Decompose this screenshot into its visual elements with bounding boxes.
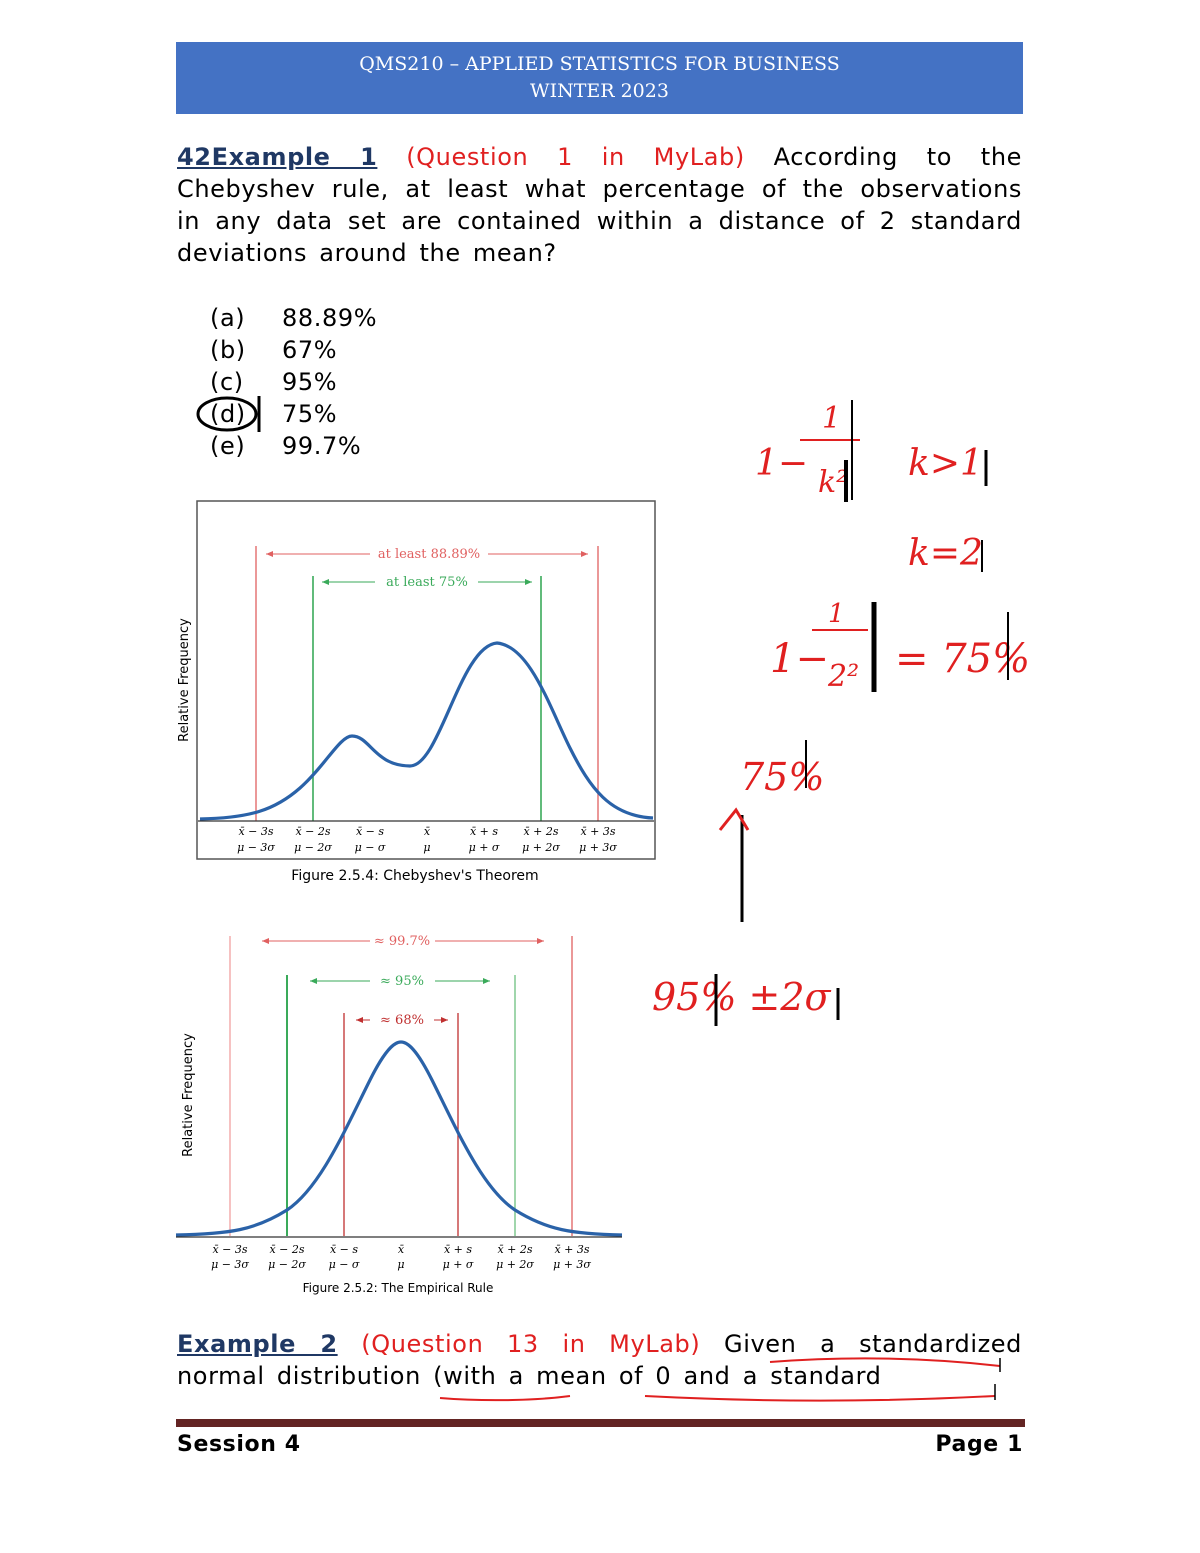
tick-label: x̄ − 3s (238, 825, 274, 838)
example1-question-text: According to the Chebyshev rule, at least what percentage of the observations in any data set are contained within a distance of 2 standard deviations around the mean? (177, 143, 1022, 267)
note-k-greater-1: k>1 (908, 443, 983, 484)
note-equals-75: = 75% (895, 636, 1031, 682)
tick-label: μ − 2σ (268, 1258, 306, 1271)
empirical-rule-figure (170, 930, 630, 1300)
arrow-outer-label: ≈ 99.7% (373, 934, 431, 949)
note-numerator-2: 1 (828, 599, 845, 629)
chebyshev-figure (170, 498, 670, 893)
option-label: (c) (210, 368, 244, 396)
example2-heading: Example 2 (177, 1330, 338, 1358)
tick-label: x̄ − 3s (212, 1243, 248, 1256)
tick-label: μ + 3σ (579, 841, 617, 854)
arrow-head (356, 1017, 363, 1023)
arrow-inner-label: ≈ 68% (380, 1013, 424, 1028)
arrow-inner-label: at least 75% (386, 575, 468, 590)
option-b (210, 334, 337, 366)
footer-page-number: Page 1 (935, 1432, 1023, 1457)
tick-label: μ + 3σ (553, 1258, 591, 1271)
underline-mark (770, 1359, 1000, 1366)
tick-label: x̄ + s (469, 825, 499, 838)
option-value: 95% (282, 368, 338, 396)
arrow-head (310, 978, 317, 984)
tick-label: μ (397, 1258, 405, 1271)
tick-label: x̄ + 3s (580, 825, 616, 838)
note-two-squared: 2² (828, 659, 860, 694)
tick-label: μ + σ (468, 841, 500, 854)
note-one-minus-2: 1− (770, 636, 829, 682)
example1-paragraph (177, 141, 1022, 269)
underline-mark (645, 1396, 995, 1401)
option-label: (a) (210, 304, 246, 332)
option-value: 99.7% (282, 432, 362, 460)
term-label: WINTER 2023 (530, 80, 669, 102)
tick-label: μ − 3σ (211, 1258, 249, 1271)
option-label: (b) (210, 336, 246, 364)
tick-label: x̄ (397, 1243, 405, 1256)
arrow-mid-label: ≈ 95% (380, 974, 424, 989)
tick-label: μ + 2σ (522, 841, 560, 854)
note-k-equals-2: k=2 (908, 533, 983, 574)
option-value: 75% (282, 400, 338, 428)
footer-session: Session 4 (177, 1432, 301, 1457)
answer-circle-mark (195, 392, 270, 436)
course-title: QMS210 – APPLIED STATISTICS FOR BUSINESS (359, 53, 840, 75)
arrow-outer-label: at least 88.89% (377, 547, 481, 562)
tick-label: x̄ − 2s (295, 825, 331, 838)
tick-label: μ − 3σ (237, 841, 275, 854)
tick-label: x̄ + 2s (523, 825, 559, 838)
tick-label: μ − σ (354, 841, 386, 854)
tick-label: x̄ (423, 825, 431, 838)
tick-label: x̄ + s (443, 1243, 473, 1256)
normal-curve (176, 1042, 622, 1235)
tick-label: μ + 2σ (496, 1258, 534, 1271)
tick-label: x̄ − 2s (269, 1243, 305, 1256)
handwritten-notes (652, 390, 1060, 1030)
example2-question-ref: (Question 13 in MyLab) (361, 1330, 701, 1358)
tick-label: μ − 2σ (294, 841, 332, 854)
option-a (210, 302, 377, 334)
option-label: (e) (210, 432, 246, 460)
note-95-percent: 95% ±2σ (652, 975, 831, 1019)
tick-label: μ (423, 841, 431, 854)
underline-mark (440, 1396, 570, 1400)
example2-question-text: Given a standardized normal distribution (with a mean of 0 and a standard (177, 1330, 1022, 1390)
y-axis-label: Relative Frequency (181, 1033, 196, 1157)
example1-heading: 42Example 1 (177, 143, 378, 171)
figure-caption: Figure 2.5.4: Chebyshev's Theorem (291, 868, 539, 884)
footer-rule (176, 1419, 1025, 1427)
note-one-minus: 1− (755, 443, 809, 484)
option-label: (d) (210, 400, 246, 428)
tick-label: x̄ + 3s (554, 1243, 590, 1256)
header-banner (176, 42, 1023, 114)
hand-underlines (430, 1350, 1030, 1410)
arrow-head (483, 978, 490, 984)
arrow-head (537, 938, 544, 944)
up-arrow-icon (720, 810, 748, 830)
tick-label: x̄ + 2s (497, 1243, 533, 1256)
figure-caption: Figure 2.5.2: The Empirical Rule (302, 1281, 494, 1295)
option-value: 67% (282, 336, 338, 364)
tick-labels (211, 1243, 591, 1271)
arrow-head (262, 938, 269, 944)
arrow-head (441, 1017, 448, 1023)
note-k-squared: k² (818, 465, 849, 500)
tick-label: x̄ − s (355, 825, 385, 838)
note-75-percent: 75% (740, 755, 825, 799)
note-numerator-1: 1 (822, 401, 842, 436)
tick-label: μ − σ (328, 1258, 360, 1271)
tick-label: μ + σ (442, 1258, 474, 1271)
tick-label: x̄ − s (329, 1243, 359, 1256)
y-axis-label: Relative Frequency (177, 618, 192, 742)
example1-question-ref: (Question 1 in MyLab) (406, 143, 745, 171)
option-value: 88.89% (282, 304, 378, 332)
